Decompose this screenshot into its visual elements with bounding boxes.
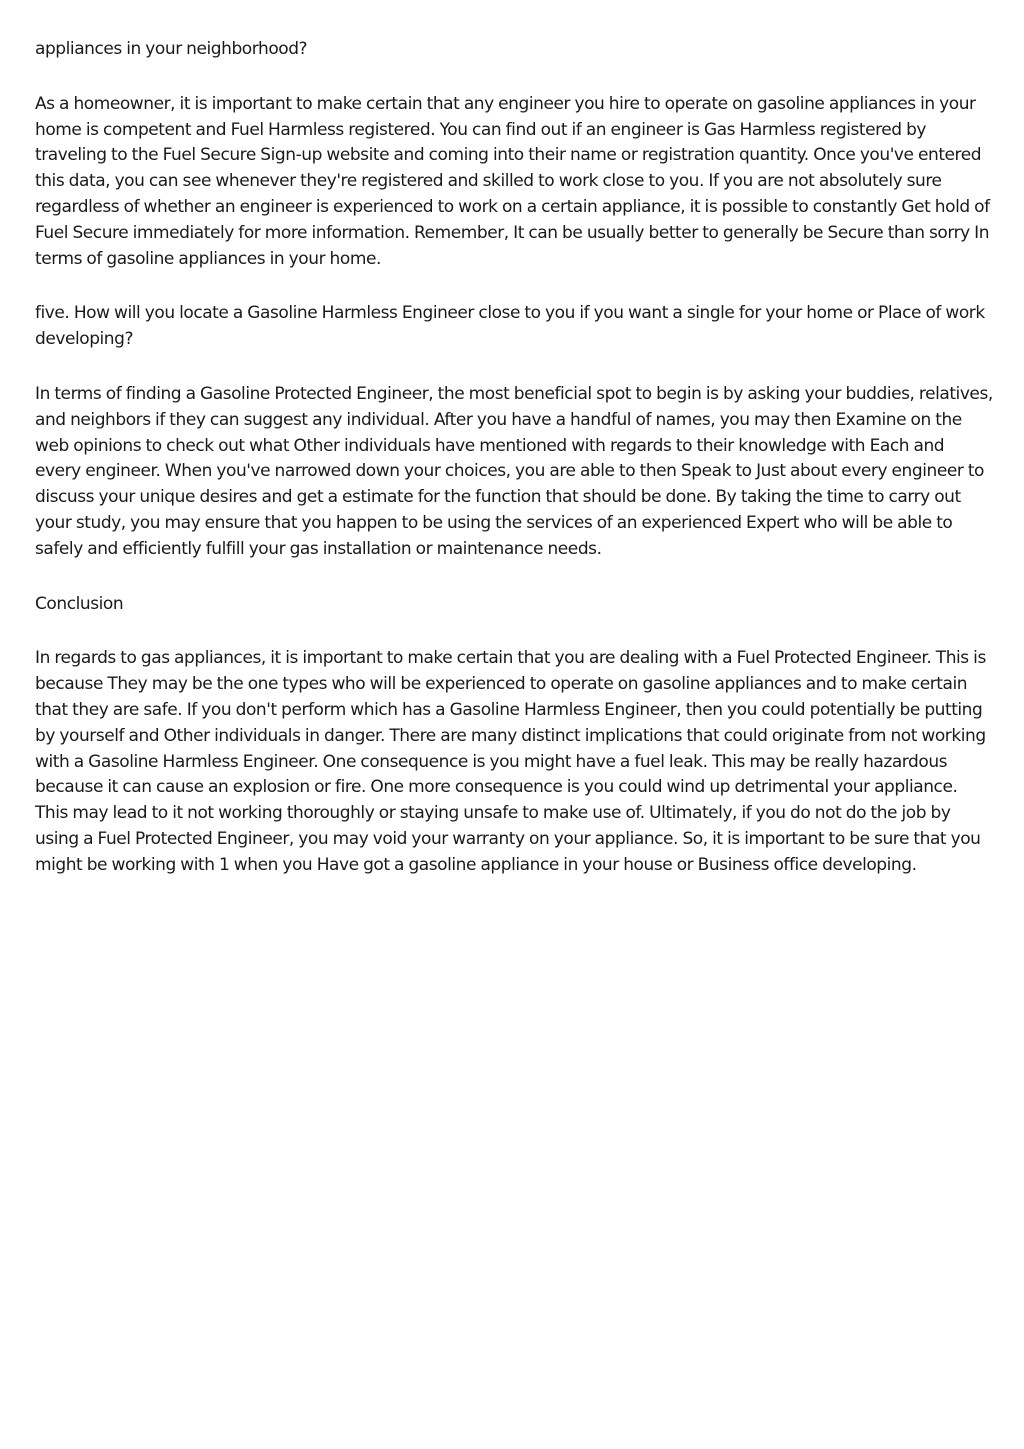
paragraph-conclusion: In regards to gas appliances, it is important to make certain that you are dealing with a Fuel Protected Engineer. This is because They may be the one types who will be experienced to operate on gasoline appliances and to make certain that they are safe. If you don't perform which has a Gasoline Harmless Engineer, then you could potentially be putting by yourself and Other individuals in danger. There are many distinct implications that could originate from not working with a Gasoline Harmless Engineer. One consequence is you might have a fuel leak. This may be really hazardous because it can cause an explosion or fire. One more consequence is you could wind up detrimental your appliance. This may lead to it not working thoroughly or staying unsafe to make use of. Ultimately, if you do not do the job by using a Fuel Protected Engineer, you may void your warranty on your appliance. So, it is important to be sure that you might be working with 1 when you Have got a gasoline appliance in your house or Business office developing. — [35, 648, 986, 875]
paragraph-fragment: appliances in your neighborhood? — [35, 39, 308, 59]
paragraph-finding-engineer: In terms of finding a Gasoline Protected Engineer, the most beneficial spot to begin is by asking your buddies, relatives, and neighbors if they can suggest any individual. After you have a handful of names, you may then Examine on the web opinions to check out what Other individuals have mentioned with regards to their knowledge with Each and every engineer. When you've narrowed down your choices, you are able to then Speak to Just about every engineer to discuss your unique desires and get a estimate for the function that should be done. By taking the time to carry out your study, you may ensure that you happen to be using the services of an experienced Expert who will be able to safely and efficiently fulfill your gas installation or maintenance needs. — [35, 383, 993, 559]
paragraph-registration: As a homeowner, it is important to make certain that any engineer you hire to operate on gasoline appliances in your home is competent and Fuel Harmless registered. You can find out if an engineer is Gas Harmless registered by traveling to the Fuel Secure Sign-up website and coming into their name or registration quantity. Once you've entered this data, you can see whenever they're registered and skilled to work close to you. If you are not absolutely sure regardless of whether an engineer is experienced to work on a certain appliance, it is possible to constantly Get hold of Fuel Secure immediately for more information. Remember, It can be usually better to generally be Secure than sorry In terms of gasoline appliances in your home. — [35, 93, 990, 269]
document-page — [35, 37, 993, 908]
section-heading-conclusion: Conclusion — [35, 593, 124, 614]
question-heading: five. How will you locate a Gasoline Harmless Engineer close to you if you want a single for your home or Place of work developing? — [35, 303, 985, 350]
